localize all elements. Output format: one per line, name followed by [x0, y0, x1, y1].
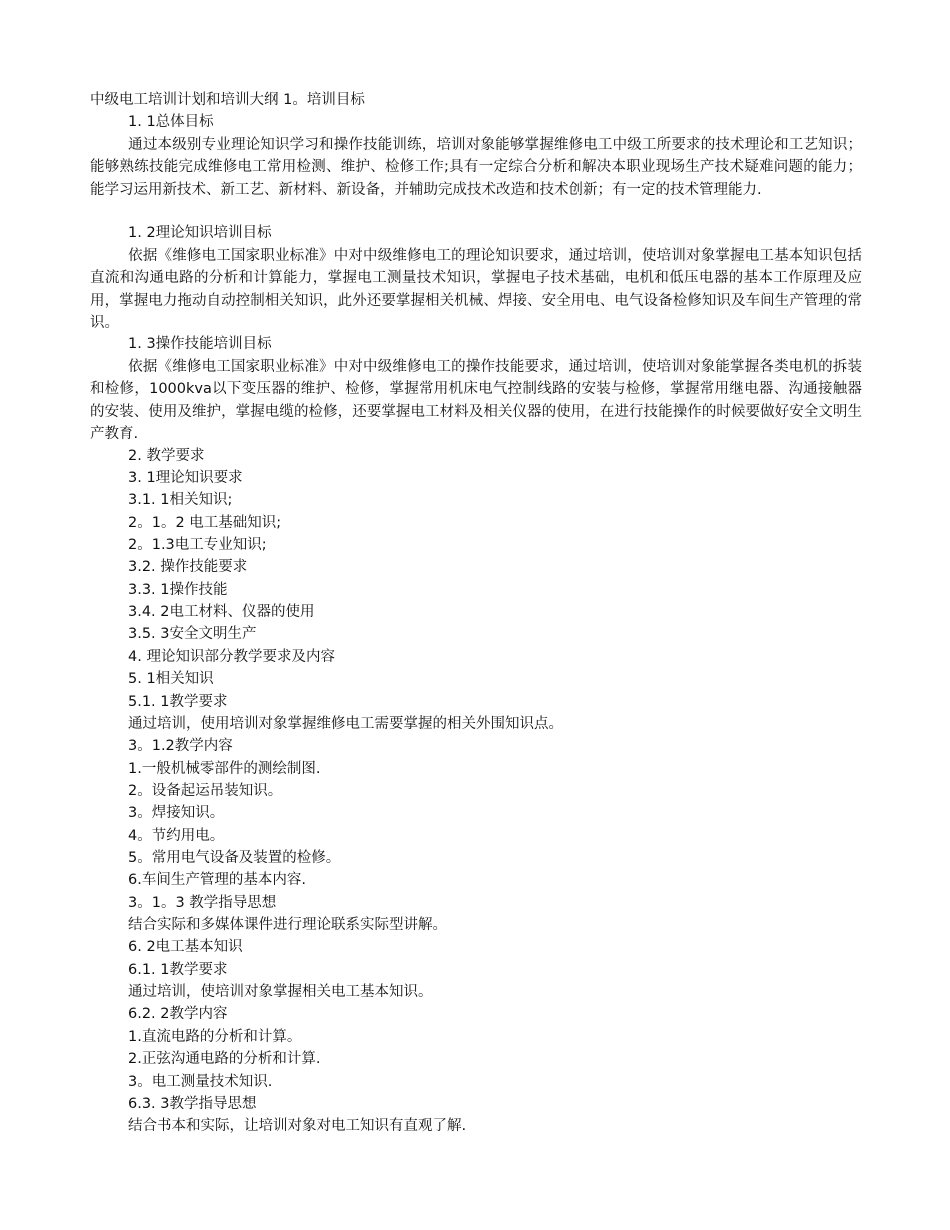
list-item: 2.正弦沟通电路的分析和计算. — [128, 1051, 321, 1067]
section-heading: 3.5. 3安全文明生产 — [128, 626, 257, 642]
section-heading: 2。1.3电工专业知识; — [128, 537, 267, 553]
section-heading: 3。1。3 教学指导思想 — [128, 895, 277, 911]
section-heading: 2。1。2 电工基础知识; — [128, 515, 282, 531]
section-heading: 4. 理论知识部分教学要求及内容 — [128, 649, 335, 665]
section-heading: 3.2. 操作技能要求 — [128, 559, 248, 575]
section-heading: 3.4. 2电工材料、仪器的使用 — [128, 604, 315, 620]
section-heading: 3. 1理论知识要求 — [128, 470, 243, 486]
section-heading: 6.1. 1教学要求 — [128, 962, 228, 978]
body-line: 通过培训，使用培训对象掌握维修电工需要掌握的相关外围知识点。 — [128, 716, 563, 732]
section-heading: 5.1. 1教学要求 — [128, 694, 228, 710]
body-line: 通过培训，使培训对象掌握相关电工基本知识。 — [128, 984, 433, 1000]
section-heading: 3.3. 1操作技能 — [128, 582, 228, 598]
document-title: 中级电工培训计划和培训大纲 1。培训目标 — [90, 92, 365, 108]
paragraph: 依据《维修电工国家职业标准》中对中级维修电工的操作技能要求，通过培训，使培训对象能掌握各类电机的拆装和检修，1000kva以下变压器的维护、检修，掌握常用机床电气控制线路的安装与检修，掌握常用继电器、沟通接触器的安装、使用及维护，掌握电缆的检修，还要掌握电工材料及相关仪器的使用，在进行技能操作的时候要做好安全文明生产教育. — [90, 359, 862, 443]
paragraph: 通过本级别专业理论知识学习和操作技能训练，培训对象能够掌握维修电工中级工所要求的技术理论和工艺知识；能够熟练技能完成维修电工常用检测、维护、检修工作;具有一定综合分析和解决本职业现场生产技术疑难问题的能力；能学习运用新技术、新工艺、新材料、新设备，并辅助完成技术改造和技术创新；有一定的技术管理能力. — [90, 137, 862, 198]
section-heading: 6.2. 2教学内容 — [128, 1006, 228, 1022]
list-item: 3。电工测量技术知识. — [128, 1074, 273, 1090]
section-heading: 3。1.2教学内容 — [128, 738, 233, 754]
section-heading: 1. 1总体目标 — [128, 114, 214, 130]
list-item: 1.一般机械零部件的测绘制图. — [128, 761, 321, 777]
section-heading: 2. 教学要求 — [128, 448, 205, 464]
list-item: 5。常用电气设备及装置的检修。 — [128, 850, 341, 866]
list-item: 1.直流电路的分析和计算。 — [128, 1029, 302, 1045]
section-heading: 6. 2电工基本知识 — [128, 939, 243, 955]
list-item: 2。设备起运吊装知识。 — [128, 783, 283, 799]
list-item: 6.车间生产管理的基本内容. — [128, 872, 306, 888]
list-item: 3。焊接知识。 — [128, 805, 225, 821]
section-heading: 6.3. 3教学指导思想 — [128, 1096, 257, 1112]
paragraph: 依据《维修电工国家职业标准》中对中级维修电工的理论知识要求，通过培训，使培训对象掌握电工基本知识包括直流和沟通电路的分析和计算能力，掌握电工测量技术知识，掌握电子技术基础，电机和低压电器的基本工作原理及应用，掌握电力拖动自动控制相关知识，此外还要掌握相关机械、焊接、安全用电、电气设备检修知识及车间生产管理的常识。 — [90, 248, 862, 332]
section-heading: 1. 3操作技能培训目标 — [128, 336, 272, 352]
section-heading: 5. 1相关知识 — [128, 671, 214, 687]
body-line: 结合实际和多媒体课件进行理论联系实际型讲解。 — [128, 917, 447, 933]
section-heading: 3.1. 1相关知识; — [128, 492, 233, 508]
section-heading: 1. 2理论知识培训目标 — [128, 225, 272, 241]
body-line: 结合书本和实际，让培训对象对电工知识有直观了解. — [128, 1118, 467, 1134]
list-item: 4。节约用电。 — [128, 828, 225, 844]
